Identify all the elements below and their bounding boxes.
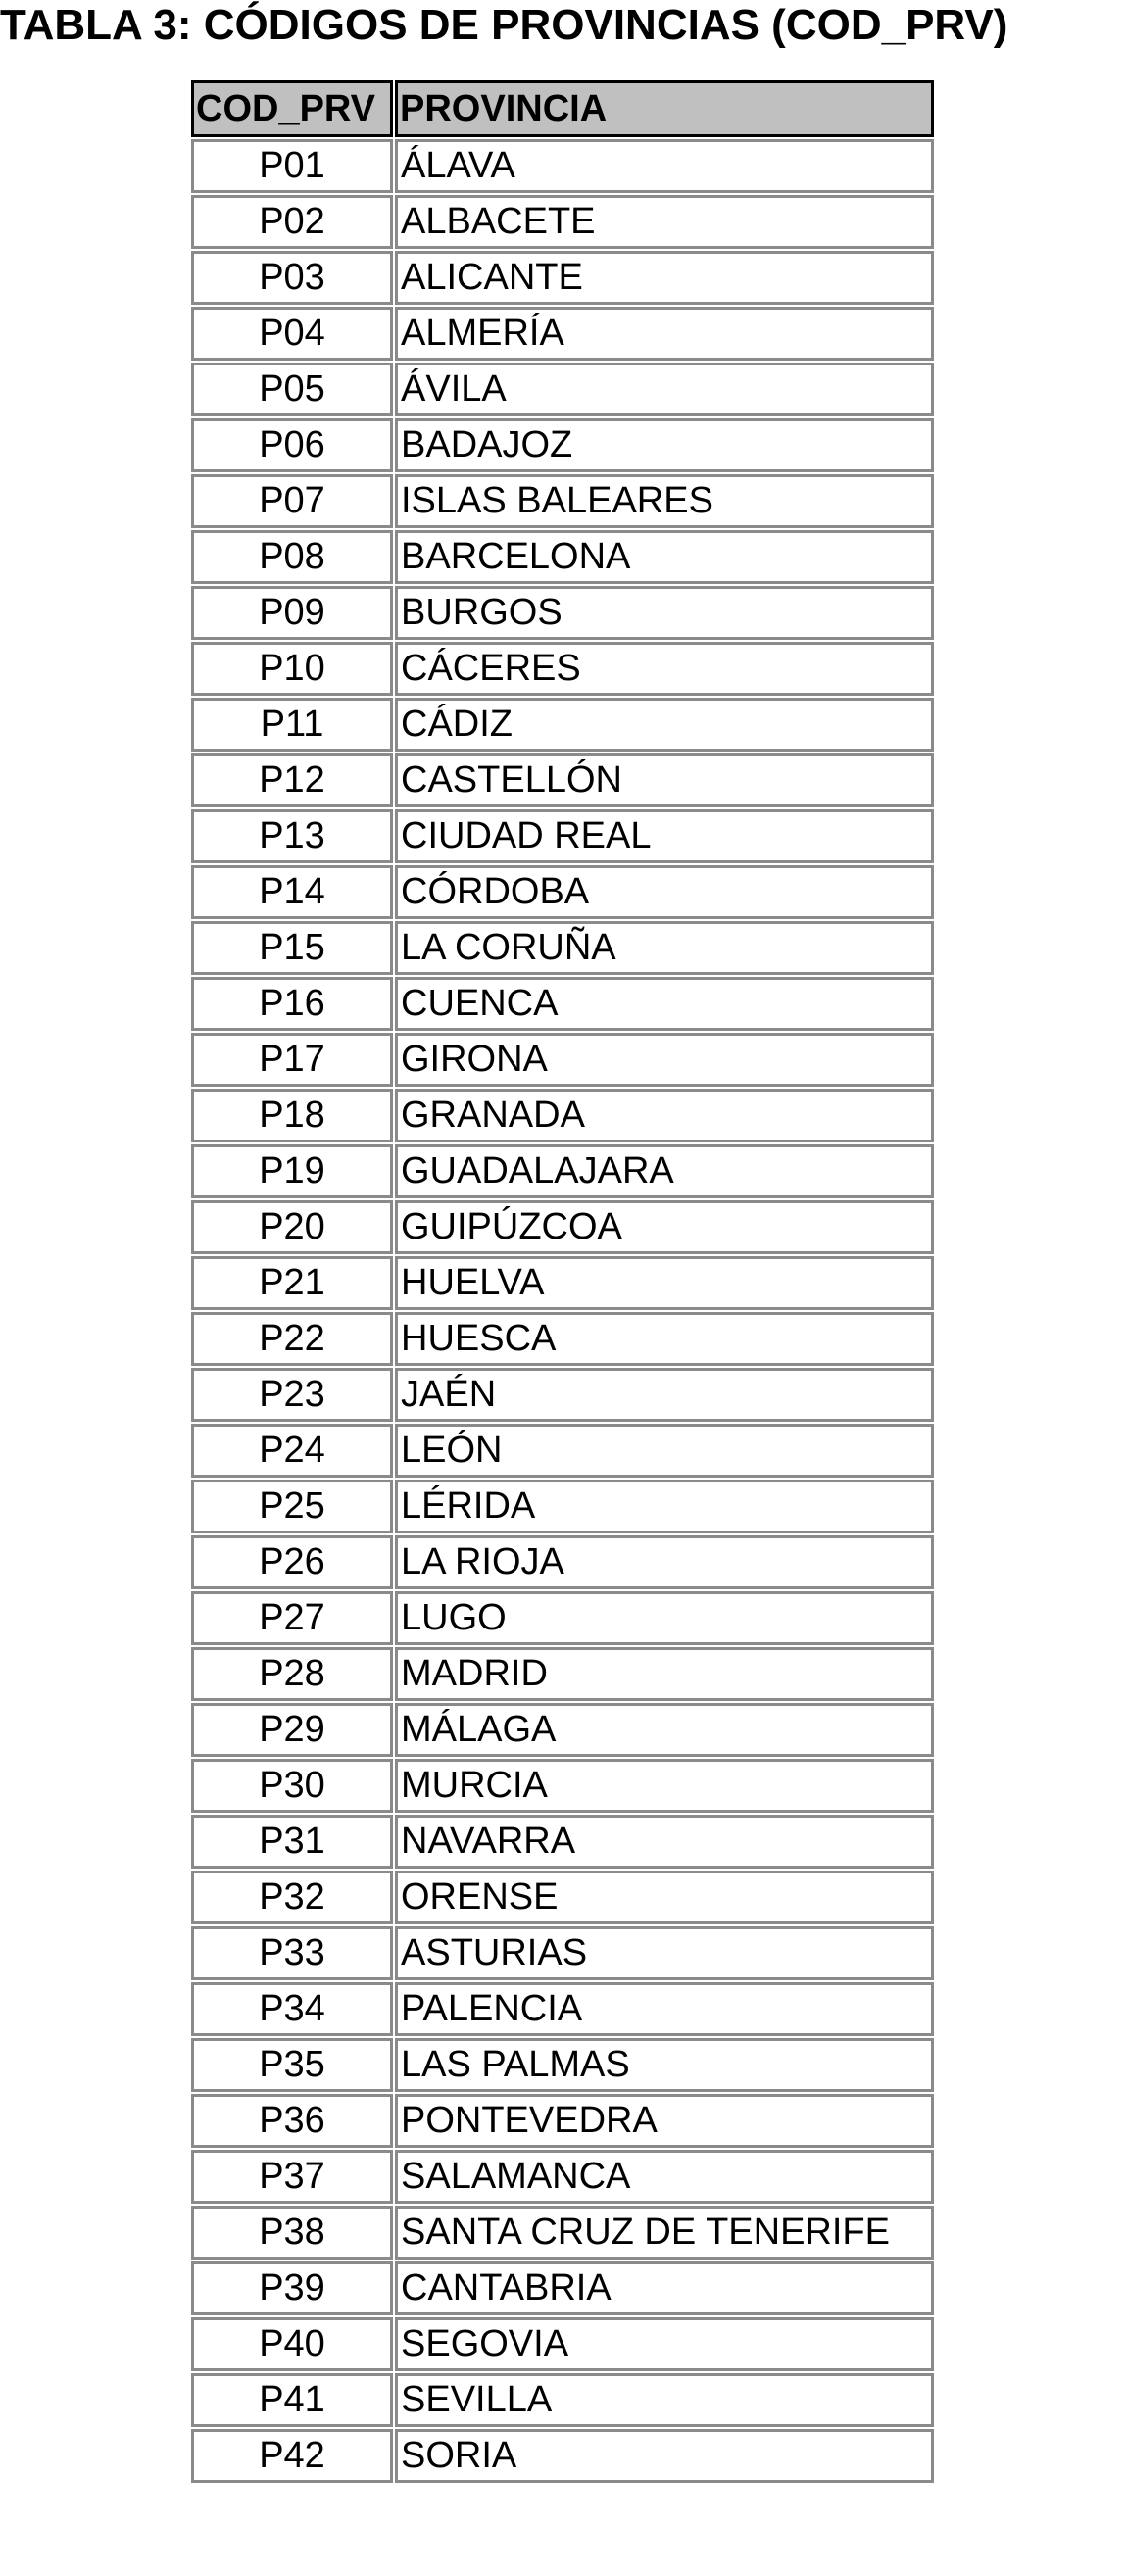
table-row xyxy=(191,2206,934,2260)
province-name-cell: JAÉN xyxy=(395,1368,934,1422)
province-name-cell: LAS PALMAS xyxy=(395,2038,934,2092)
province-code-cell: P02 xyxy=(191,195,393,249)
province-code-cell: P19 xyxy=(191,1144,393,1198)
province-code-cell: P14 xyxy=(191,865,393,919)
table-row xyxy=(191,1089,934,1142)
province-name-cell: BADAJOZ xyxy=(395,418,934,472)
province-code-cell: P04 xyxy=(191,307,393,361)
province-name-cell: ÁVILA xyxy=(395,363,934,416)
province-name-cell: ALMERÍA xyxy=(395,307,934,361)
province-name-cell: CIUDAD REAL xyxy=(395,809,934,863)
province-code-cell: P16 xyxy=(191,977,393,1031)
province-name-cell: ALBACETE xyxy=(395,195,934,249)
table-row xyxy=(191,1535,934,1589)
province-codes-table xyxy=(189,78,936,2485)
province-name-cell: SEVILLA xyxy=(395,2373,934,2427)
table-row xyxy=(191,1312,934,1366)
province-code-cell: P38 xyxy=(191,2206,393,2260)
province-name-cell: GIRONA xyxy=(395,1033,934,1087)
province-name-cell: ÁLAVA xyxy=(395,139,934,193)
province-code-cell: P28 xyxy=(191,1647,393,1701)
province-code-cell: P32 xyxy=(191,1871,393,1924)
province-name-cell: NAVARRA xyxy=(395,1815,934,1869)
table-row xyxy=(191,1368,934,1422)
table-row xyxy=(191,1591,934,1645)
table-row xyxy=(191,921,934,975)
province-code-cell: P23 xyxy=(191,1368,393,1422)
province-code-cell: P22 xyxy=(191,1312,393,1366)
province-code-cell: P25 xyxy=(191,1480,393,1533)
province-name-cell: LÉRIDA xyxy=(395,1480,934,1533)
province-code-cell: P24 xyxy=(191,1424,393,1478)
table-row xyxy=(191,865,934,919)
province-name-cell: ISLAS BALEARES xyxy=(395,474,934,528)
table-row xyxy=(191,418,934,472)
province-name-cell: ASTURIAS xyxy=(395,1926,934,1980)
table-row xyxy=(191,698,934,752)
province-name-cell: CASTELLÓN xyxy=(395,753,934,807)
province-code-cell: P34 xyxy=(191,1982,393,2036)
province-code-cell: P03 xyxy=(191,251,393,305)
table-row xyxy=(191,977,934,1031)
province-code-cell: P33 xyxy=(191,1926,393,1980)
table-row xyxy=(191,642,934,696)
table-body xyxy=(191,139,934,2483)
table-row xyxy=(191,2373,934,2427)
table-row xyxy=(191,1424,934,1478)
table-row xyxy=(191,1144,934,1198)
province-name-cell: MÁLAGA xyxy=(395,1703,934,1757)
table-row xyxy=(191,2261,934,2315)
province-name-cell: GRANADA xyxy=(395,1089,934,1142)
province-name-cell: LEÓN xyxy=(395,1424,934,1478)
province-code-cell: P01 xyxy=(191,139,393,193)
table-row xyxy=(191,1256,934,1310)
province-code-cell: P41 xyxy=(191,2373,393,2427)
province-code-cell: P05 xyxy=(191,363,393,416)
province-name-cell: ALICANTE xyxy=(395,251,934,305)
province-code-cell: P27 xyxy=(191,1591,393,1645)
table-row xyxy=(191,195,934,249)
province-code-cell: P07 xyxy=(191,474,393,528)
table-row xyxy=(191,1647,934,1701)
province-name-cell: GUIPÚZCOA xyxy=(395,1200,934,1254)
province-name-cell: MURCIA xyxy=(395,1759,934,1813)
province-code-cell: P18 xyxy=(191,1089,393,1142)
province-name-cell: GUADALAJARA xyxy=(395,1144,934,1198)
province-code-cell: P29 xyxy=(191,1703,393,1757)
province-code-cell: P09 xyxy=(191,586,393,640)
table-row xyxy=(191,586,934,640)
province-name-cell: HUESCA xyxy=(395,1312,934,1366)
province-code-cell: P20 xyxy=(191,1200,393,1254)
province-name-cell: CÁCERES xyxy=(395,642,934,696)
table-row xyxy=(191,809,934,863)
table-row xyxy=(191,307,934,361)
province-name-cell: CANTABRIA xyxy=(395,2261,934,2315)
table-row xyxy=(191,251,934,305)
province-code-cell: P35 xyxy=(191,2038,393,2092)
province-code-cell: P26 xyxy=(191,1535,393,1589)
column-header-provincia: PROVINCIA xyxy=(395,80,934,137)
province-code-cell: P08 xyxy=(191,530,393,584)
table-row xyxy=(191,1815,934,1869)
table-row xyxy=(191,2094,934,2148)
table-row xyxy=(191,1033,934,1087)
province-name-cell: SALAMANCA xyxy=(395,2150,934,2204)
province-code-cell: P10 xyxy=(191,642,393,696)
table-row xyxy=(191,753,934,807)
province-name-cell: LUGO xyxy=(395,1591,934,1645)
table-row xyxy=(191,2038,934,2092)
table-row xyxy=(191,2317,934,2371)
province-name-cell: ORENSE xyxy=(395,1871,934,1924)
province-code-cell: P40 xyxy=(191,2317,393,2371)
table-row xyxy=(191,1703,934,1757)
province-code-cell: P15 xyxy=(191,921,393,975)
province-name-cell: BARCELONA xyxy=(395,530,934,584)
province-code-cell: P13 xyxy=(191,809,393,863)
province-name-cell: HUELVA xyxy=(395,1256,934,1310)
province-name-cell: CÁDIZ xyxy=(395,698,934,752)
province-name-cell: PALENCIA xyxy=(395,1982,934,2036)
province-name-cell: LA RIOJA xyxy=(395,1535,934,1589)
province-name-cell: SANTA CRUZ DE TENERIFE xyxy=(395,2206,934,2260)
page-title: TABLA 3: CÓDIGOS DE PROVINCIAS (COD_PRV) xyxy=(0,1,1008,49)
province-code-cell: P36 xyxy=(191,2094,393,2148)
table-row xyxy=(191,1982,934,2036)
column-header-cod-prv: COD_PRV xyxy=(191,80,393,137)
province-code-cell: P21 xyxy=(191,1256,393,1310)
table-row xyxy=(191,2429,934,2483)
province-code-cell: P37 xyxy=(191,2150,393,2204)
province-name-cell: SORIA xyxy=(395,2429,934,2483)
province-name-cell: PONTEVEDRA xyxy=(395,2094,934,2148)
province-code-cell: P11 xyxy=(191,698,393,752)
table-row xyxy=(191,1759,934,1813)
table-row xyxy=(191,1480,934,1533)
table-header-row xyxy=(191,80,934,137)
province-code-cell: P30 xyxy=(191,1759,393,1813)
province-code-cell: P42 xyxy=(191,2429,393,2483)
province-name-cell: BURGOS xyxy=(395,586,934,640)
province-name-cell: SEGOVIA xyxy=(395,2317,934,2371)
table-row xyxy=(191,2150,934,2204)
province-name-cell: MADRID xyxy=(395,1647,934,1701)
table-row xyxy=(191,1926,934,1980)
province-code-cell: P12 xyxy=(191,753,393,807)
table-row xyxy=(191,1200,934,1254)
table-row xyxy=(191,1871,934,1924)
table-row xyxy=(191,474,934,528)
table-row xyxy=(191,139,934,193)
province-name-cell: CÓRDOBA xyxy=(395,865,934,919)
province-code-cell: P06 xyxy=(191,418,393,472)
province-code-cell: P17 xyxy=(191,1033,393,1087)
province-name-cell: LA CORUÑA xyxy=(395,921,934,975)
province-code-cell: P31 xyxy=(191,1815,393,1869)
table-row xyxy=(191,530,934,584)
province-name-cell: CUENCA xyxy=(395,977,934,1031)
province-code-cell: P39 xyxy=(191,2261,393,2315)
table-row xyxy=(191,363,934,416)
